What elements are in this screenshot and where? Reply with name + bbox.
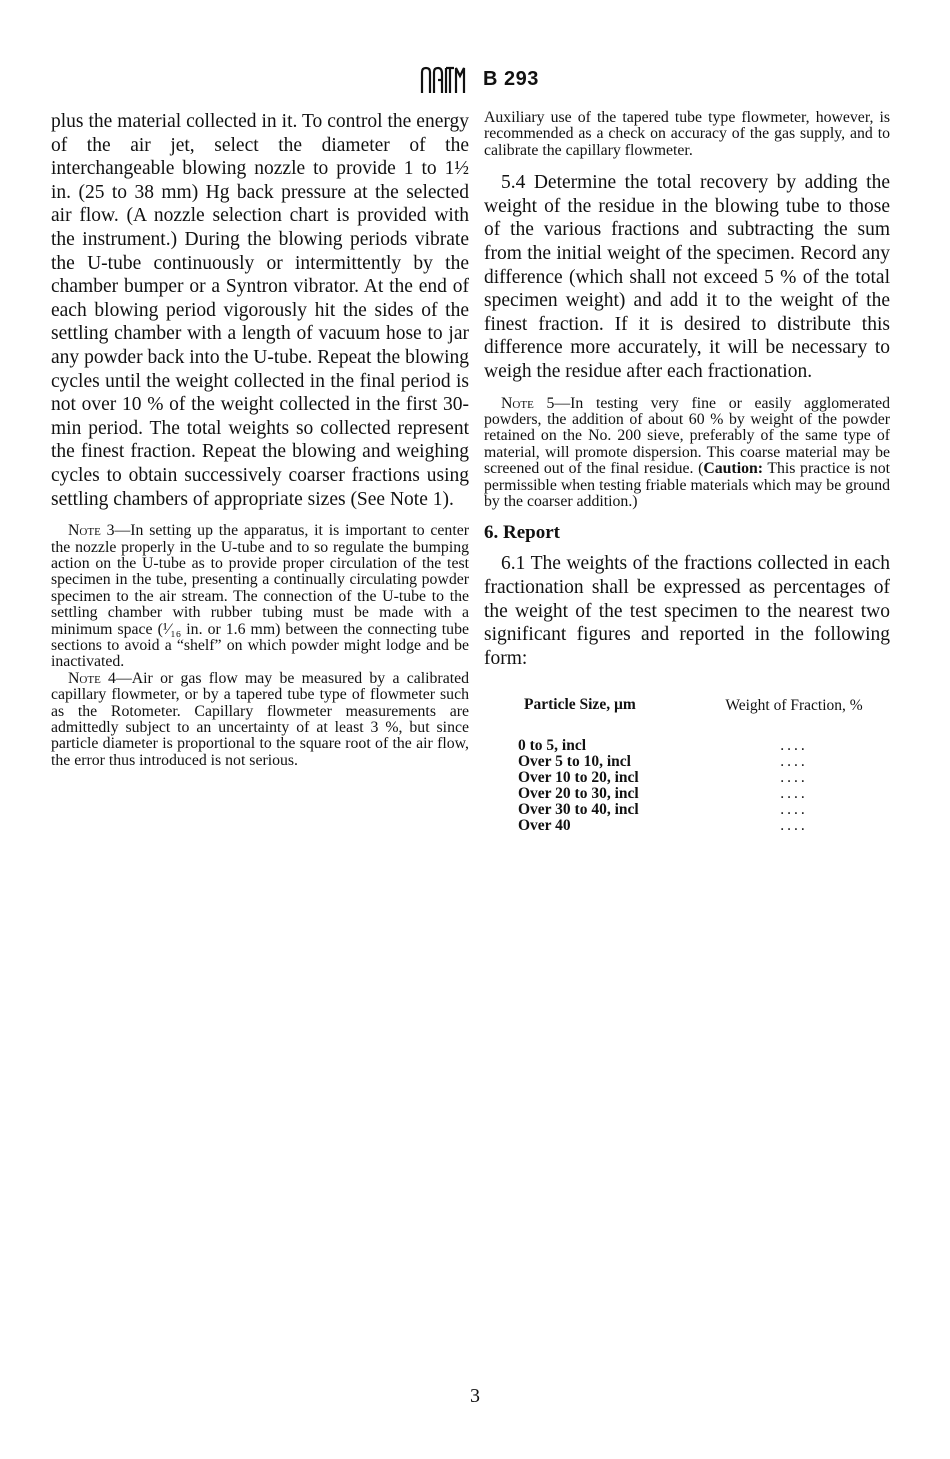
cell-weight: .... <box>780 785 808 803</box>
note-3-text: —In setting up the apparatus, it is important to center the nozzle properly in the U-tube and to so regulate the bumping action on the U-tube as to provide proper circulation of the test specimen in the tube, presenting a continually circulating powder specimen to the air stream. The connection of the U-tube to the settling chamber with rubber tubing must be made with a minimum space (¹⁄₁₆ in. or 1.6 mm) between the connecting tube sections to avoid a “shelf” on which powder might lodge and be inactivated. <box>51 522 469 671</box>
paragraph-6-1: 6.1 The weights of the fractions collected in each fractionation shall be expressed as percentages of the weight of the test specimen to the nearest two significant figures and reported in the following form: <box>484 553 890 669</box>
cell-weight: .... <box>780 753 808 771</box>
cell-size: Over 20 to 30, incl <box>518 785 639 803</box>
astm-logo-icon <box>418 66 468 96</box>
note-5 <box>484 396 890 511</box>
page-header <box>0 66 950 96</box>
paragraph-blowing-procedure: plus the material collected in it. To control the energy of the air jet, select the diameter of the interchangeable blowing nozzle to provide 1 to 1½ in. (25 to 38 mm) Hg back pressure at the selected air flow. (A nozzle selection chart is provided with the instrument.) During the blowing periods vibrate the U-tube continuously or intermittently by the chamber bumper or a Syntron vibrator. At the end of each blowing period vigorously hit the sides of the settling chamber with a length of vacuum hose to jar any powder back into the U-tube. Repeat the blowing cycles until the weight collected in the final period is not over 10 % of the weight collected in the first 30-min period. The total weights so collected represent the finest fraction. Repeat the blowing and weighing cycles to obtain successively coarser fractions using settling chambers of appropriate sizes (See Note 1). <box>51 111 469 510</box>
fraction-table <box>484 696 890 834</box>
cell-weight: .... <box>780 817 808 835</box>
cell-size: Over 5 to 10, incl <box>518 753 631 771</box>
page-number: 3 <box>470 1385 480 1407</box>
table-row <box>484 770 890 786</box>
cell-weight: .... <box>780 769 808 787</box>
cell-weight: .... <box>780 801 808 819</box>
cell-weight: .... <box>780 737 808 755</box>
table-row <box>484 818 890 834</box>
note-3-label: Note 3 <box>68 522 115 540</box>
cell-size: Over 30 to 40, incl <box>518 801 639 819</box>
note-4 <box>51 671 469 769</box>
section-6-heading: 6. Report <box>484 522 560 544</box>
column-header-weight: Weight of Fraction, % <box>725 697 863 715</box>
note-4-continuation: Auxiliary use of the tapered tube type flowmeter, however, is recommended as a check on accuracy of the gas supply, and to calibrate the capillary flowmeter. <box>484 109 890 159</box>
note-5-text-a: —In testing very fine or easily agglomerated powders, the addition of about 60 % by weight of the powder retained on the No. 200 sieve, preferably of the same type of material, will promote dispersion. This coarse material may be screened out of the final residue. ( <box>484 394 891 478</box>
note-3 <box>51 523 469 671</box>
right-column <box>484 110 890 834</box>
column-header-particle-size: Particle Size, µm <box>524 696 636 714</box>
cell-size: Over 40 <box>518 817 571 835</box>
cell-size: Over 10 to 20, incl <box>518 769 639 787</box>
table-row <box>484 754 890 770</box>
table-header <box>484 696 890 714</box>
note-4-text: —Air or gas flow may be measured by a calibrated capillary flowmeter, or by a tapered tube type of flowmeter such as the Rotometer. Capillary flowmeter measurements are admittedly subject to an uncertainty of at least 3 %, but since particle diameter is proportional to the square root of the air flow, the error thus introduced is not serious. <box>51 669 470 769</box>
note-5-caution: Caution: <box>703 460 764 478</box>
note-5-text-b: This practice is not permissible when testing friable materials which may be ground by the coarser addition.) <box>484 460 890 510</box>
left-column <box>51 110 469 769</box>
cell-size: 0 to 5, incl <box>518 737 587 755</box>
table-row <box>484 738 890 754</box>
table-body <box>484 738 890 834</box>
table-row <box>484 786 890 802</box>
paragraph-5-4: 5.4 Determine the total recovery by adding the weight of the residue in the blowing tube to those of the various fractions and subtracting the sum from the initial weight of the specimen. Record any difference (which shall not exceed 5 % of the total specimen weight) and add it to the weight of the finest fraction. If it is desired to distribute this difference more accurately, it will be necessary to weigh the residue after each fractionation. <box>484 172 890 382</box>
note-4-label: Note 4 <box>68 669 116 687</box>
table-row <box>484 802 890 818</box>
standard-designation: B 293 <box>483 68 539 90</box>
note-5-label: Note 5 <box>501 394 555 412</box>
